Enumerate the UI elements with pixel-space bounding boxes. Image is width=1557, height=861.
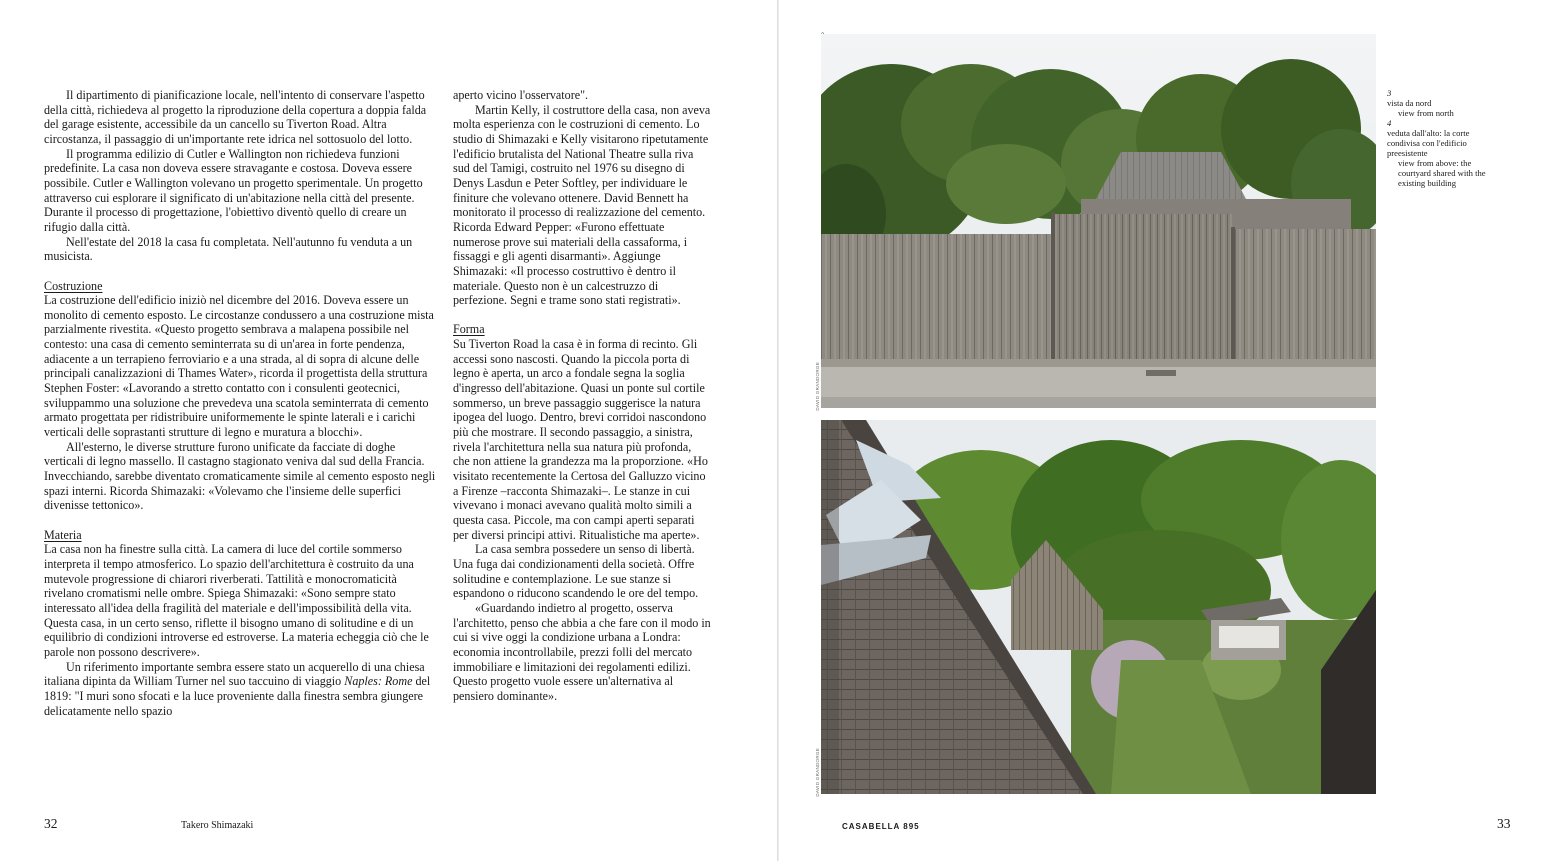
caption-italian: vista da nord bbox=[1387, 98, 1432, 108]
paragraph-turner bbox=[44, 660, 436, 719]
caption-number: 4 bbox=[1387, 118, 1392, 128]
photo-view-from-north bbox=[821, 34, 1376, 408]
text-span: Un riferimento importante sembra essere stato un acquerello di una chiesa italiana dipinta da William Turner nel suo taccuino di viaggio bbox=[44, 659, 425, 689]
text-span: del 1819: "I muri sono sfocati e la luce proveniente dalla finestra sembra giungere delicatamente nello spazio bbox=[44, 674, 431, 718]
photo-captions bbox=[1387, 88, 1497, 188]
paragraph: aperto vicino l'osservatore". bbox=[453, 88, 589, 102]
paragraph: All'esterno, le diverse strutture furono unificate da facciate di doghe verticali di legno massello. Il castagno stagionato veniva dal sud della Francia. Invecchiando, sarebbe diventato cromaticamente simile al cemento esposto negli spazi interni. Ricorda Shimazaki: «Volevamo che l'insieme delle superfici divenisse tettonico». bbox=[44, 439, 436, 513]
paragraph: La casa sembra possedere un senso di libertà. Una fuga dai condizionamenti della società. Offre solitudine e contemplazione. Le sue stanze si espandono o riducono scandendo le ore del tempo. bbox=[453, 542, 699, 601]
paragraph: Martin Kelly, il costruttore della casa, non aveva molta esperienza con le costruzioni di cemento. Lo studio di Shimazaki e Kelly visitarono ripetutamente l'edificio brutalista del National Theatre sulla riva sud del Tamigi, costruito nel 1976 su disegno di Denys Lasdun e Peter Softley, per individuare le finiture che volevano ottenere. David Bennett ha monitorato il processo di realizzazione del cemento. Ricorda Edward Pepper: «Furono effettuate numerose prove sui materiali della cassaforma, i fissaggi e gli agenti disarmanti». Aggiunge Shimazaki: «Il processo costruttivo è dentro il materiale. Questo non è un calcestruzzo di perfezione. Segni e trame sono stati registrati». bbox=[453, 102, 711, 308]
page-gutter bbox=[777, 0, 779, 861]
caption-italian: veduta dall'alto: la corte condivisa con l'edificio preesistente bbox=[1387, 128, 1470, 158]
artwork-title: Naples: Rome bbox=[344, 674, 413, 689]
magazine-masthead: CASABELLA 895 bbox=[842, 822, 920, 831]
caption-english: view from north bbox=[1398, 108, 1454, 118]
paragraph: La casa non ha finestre sulla città. La camera di luce del cortile sommerso interpreta il tempo atmosferico. Lo spazio dell'architettura è costruito da una mutevole progressione di chiarori riverberati. Tattilità e monocromaticità rivelano cromatismi nelle ombre. Spiega Shimazaki: «Sono sempre stato interessato all'idea della fragilità del materiale e dell'impossibilità della vita. Questa casa, in un certo senso, riflette il bisogno umano di solitudine e di un equilibrio di condizioni introverse ed estroverse. La materia echeggia ciò che le parole non possono descrivere». bbox=[44, 542, 429, 659]
text-column-1 bbox=[44, 88, 436, 718]
page-number-left: 32 bbox=[44, 816, 58, 831]
author-running-head: Takero Shimazaki bbox=[181, 820, 254, 831]
photo-credit: DAVID GRANDORGE bbox=[815, 362, 820, 411]
paragraph: Su Tiverton Road la casa è in forma di recinto. Gli accessi sono nascosti. Quando la piccola porta di legno è aperta, un arco a fondale segna la soglia d'ingresso dell'abitazione. Quasi un ponte sul cortile sommerso, un breve passaggio suggerisce la natura ipogea del luogo. Dentro, brevi corridoi nascondono più che mostrare. Il secondo passaggio, a sinistra, rivela l'architettura nella sua natura più profonda, che non attiene la grandezza ma la proporzione. «Ho visitato recentemente la Certosa del Galluzzo vicino a Firenze –racconta Shimazaki–. Le stanze in cui vivevano i monaci avevano qualità molto simili a questa casa. Piccole, ma con campi aperti separati per diversi principi attivi. Ritualistiche ma aperte». bbox=[453, 337, 708, 542]
paragraph: Nell'estate del 2018 la casa fu completata. Nell'autunno fu venduta a un musicista. bbox=[44, 234, 413, 264]
page-number-right: 33 bbox=[1497, 816, 1511, 831]
section-heading-forma: Forma bbox=[453, 322, 485, 337]
paragraph: «Guardando indietro al progetto, osserva l'architetto, penso che abbia a che fare con il modo in cui si vive oggi la condizione urbana a Londra: economia incontrollabile, prezzi folli del mercato immobiliare e limitazioni dei regolamenti edilizi. Questo progetto vuole essere un'alternativa al pensiero dominante». bbox=[453, 600, 711, 703]
paragraph: Il dipartimento di pianificazione locale, nell'intento di conservare l'aspetto della città, richiedeva al progetto la riproduzione della copertura a doppia falda del garage esistente, accessibile da un cancello su Tiverton Road. Altra circostanza, il passaggio di un'importante rete idrica nel sottosuolo del lotto. bbox=[44, 88, 427, 146]
photo-credit: DAVID GRANDORGE bbox=[815, 748, 820, 797]
section-heading-costruzione: Costruzione bbox=[44, 278, 103, 293]
text-column-2 bbox=[453, 88, 711, 704]
caption-number: 3 bbox=[1387, 88, 1392, 98]
paragraph: La costruzione dell'edificio iniziò nel dicembre del 2016. Doveva essere un monolito di cemento esposto. Le circostanze condussero a una costruzione mista parzialmente rivestita. «Questo progetto sembrava a malapena possibile nel contesto: una casa di cemento seminterrata su di un'area in forte pendenza, adiacente a un terrapieno ferroviario e a una strada, al di sopra di alcune delle principali canalizzazioni di Thames Water», ricorda il progettista della struttura Stephen Foster: «Lavorando a stretto contatto con i consulenti geotecnici, sviluppammo una soluzione che prevedeva una scatola seminterrata di cemento armato progettata per ridistribuire uniformemente le spinte laterali e i carichi verticali delle soprastanti strutture di legno e muratura a blocchi». bbox=[44, 293, 434, 440]
photo-view-from-above bbox=[821, 420, 1376, 794]
section-heading-materia: Materia bbox=[44, 527, 82, 542]
caption-english: view from above: the courtyard shared with the existing building bbox=[1398, 158, 1486, 188]
paragraph: Il programma edilizio di Cutler e Wallington non richiedeva funzioni predefinite. La casa non doveva essere stravagante e costosa. Doveva essere possibile. Cutler e Wallington volevano un progetto sperimentale. Un progetto attraverso cui esplorare il significato di un'abitazione nella città del presente. Durante il processo di progettazione, l'obiettivo diventò quello di creare un rifugio dalla città. bbox=[44, 146, 423, 234]
